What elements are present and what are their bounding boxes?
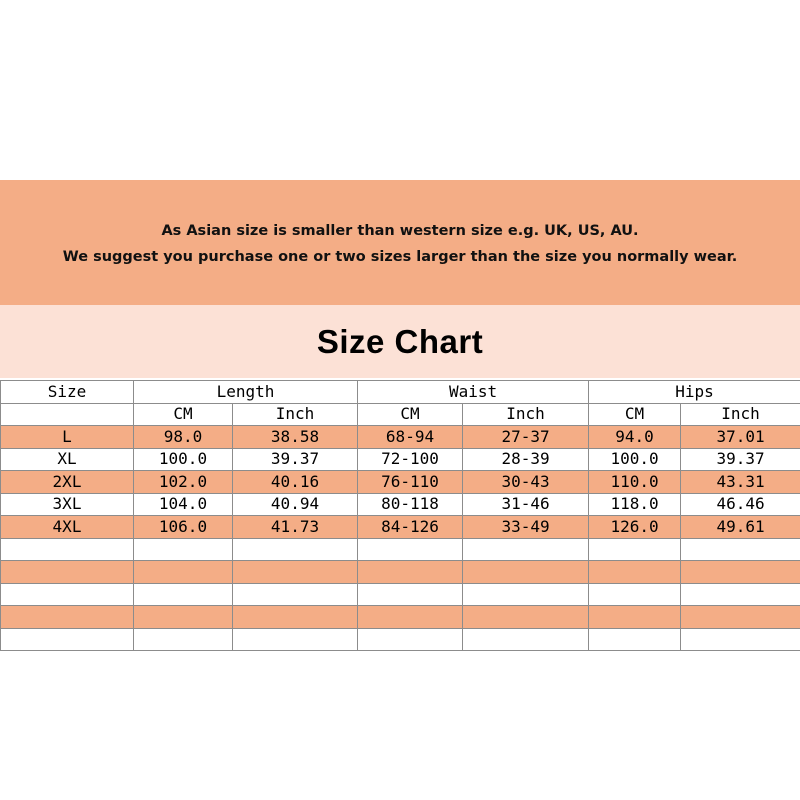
cell-hips-inch: 43.31: [681, 471, 800, 494]
subheader-length-inch: Inch: [233, 403, 358, 426]
cell-hips-cm: 126.0: [589, 516, 681, 539]
page-title: Size Chart: [316, 322, 484, 360]
cell-length-cm: 102.0: [134, 471, 233, 494]
notice-line-2: We suggest you purchase one or two sizes larger than the size you normally wear.: [62, 248, 738, 265]
cell-hips-inch: 49.61: [681, 516, 800, 539]
cell-waist-inch: 31-46: [463, 493, 589, 516]
subheader-waist-cm: CM: [358, 403, 463, 426]
cell-size: L: [1, 426, 134, 449]
cell-waist-inch: 27-37: [463, 426, 589, 449]
cell-waist-inch: 33-49: [463, 516, 589, 539]
subheader-waist-inch: Inch: [463, 403, 589, 426]
empty-row: [1, 606, 800, 629]
cell-hips-inch: 46.46: [681, 493, 800, 516]
empty-row: [1, 538, 800, 561]
table-row: [1, 448, 800, 471]
cell-length-inch: 40.16: [233, 471, 358, 494]
subheader-hips-cm: CM: [589, 403, 681, 426]
cell-length-inch: 40.94: [233, 493, 358, 516]
empty-row: [1, 583, 800, 606]
table-row: [1, 516, 800, 539]
table-row: [1, 426, 800, 449]
cell-size: 2XL: [1, 471, 134, 494]
cell-length-inch: 41.73: [233, 516, 358, 539]
cell-size: 3XL: [1, 493, 134, 516]
cell-length-inch: 38.58: [233, 426, 358, 449]
cell-hips-cm: 100.0: [589, 448, 681, 471]
cell-waist-cm: 76-110: [358, 471, 463, 494]
subheader-hips-inch: Inch: [681, 403, 800, 426]
table-header-row: [1, 381, 800, 404]
header-hips: Hips: [589, 381, 800, 404]
cell-length-cm: 100.0: [134, 448, 233, 471]
cell-waist-inch: 30-43: [463, 471, 589, 494]
cell-length-inch: 39.37: [233, 448, 358, 471]
cell-hips-cm: 110.0: [589, 471, 681, 494]
table-subheader-row: [1, 403, 800, 426]
empty-row: [1, 628, 800, 651]
cell-size: XL: [1, 448, 134, 471]
cell-length-cm: 104.0: [134, 493, 233, 516]
cell-hips-cm: 118.0: [589, 493, 681, 516]
empty-row: [1, 561, 800, 584]
cell-waist-cm: 80-118: [358, 493, 463, 516]
subheader-length-cm: CM: [134, 403, 233, 426]
header-waist: Waist: [358, 381, 589, 404]
table-row: [1, 471, 800, 494]
cell-waist-cm: 68-94: [358, 426, 463, 449]
header-size: Size: [1, 381, 134, 404]
cell-hips-cm: 94.0: [589, 426, 681, 449]
subheader-blank: [1, 403, 134, 426]
header-length: Length: [134, 381, 358, 404]
cell-waist-cm: 72-100: [358, 448, 463, 471]
cell-hips-inch: 37.01: [681, 426, 800, 449]
cell-length-cm: 106.0: [134, 516, 233, 539]
cell-waist-inch: 28-39: [463, 448, 589, 471]
cell-size: 4XL: [1, 516, 134, 539]
title-band: [0, 305, 800, 378]
notice-line-1: As Asian size is smaller than western size e.g. UK, US, AU.: [161, 222, 639, 239]
table-row: [1, 493, 800, 516]
cell-hips-inch: 39.37: [681, 448, 800, 471]
cell-waist-cm: 84-126: [358, 516, 463, 539]
cell-length-cm: 98.0: [134, 426, 233, 449]
size-chart-table: [0, 380, 800, 651]
notice-banner: [0, 180, 800, 305]
